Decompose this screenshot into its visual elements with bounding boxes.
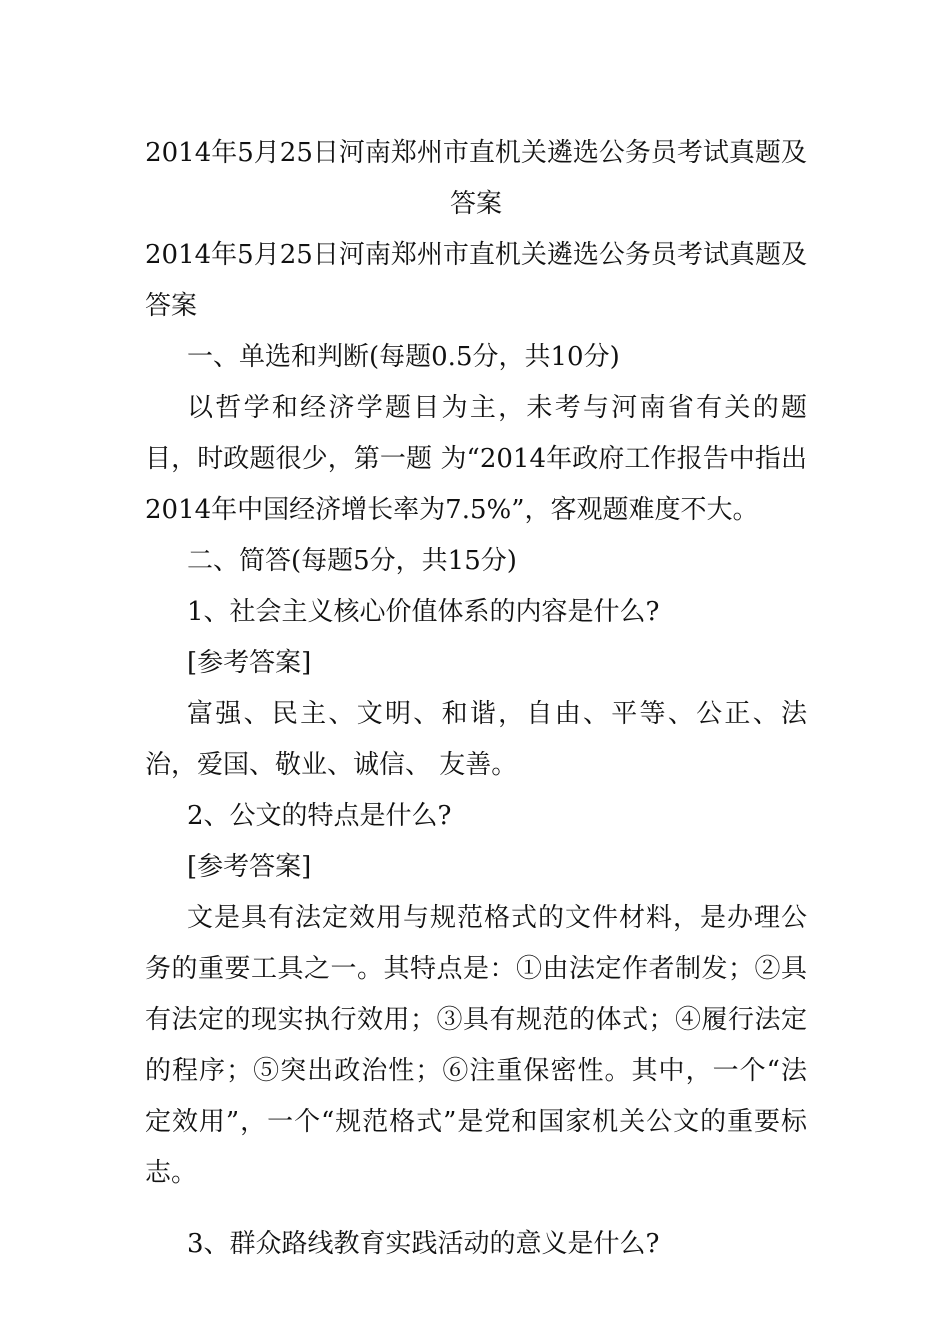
answer-label-2: [参考答案] [187, 852, 312, 882]
document-subtitle: 2014年5月25日河南郑州市直机关遴选公务员考试真题及答案 [145, 240, 807, 321]
section1-body: 以哲学和经济学题目为主，未考与河南省有关的题目，时政题很少，第一题 为“2014年政府工作报告中指出2014年中国经济增长率为7.5%”，客观题难度不大。 [145, 393, 807, 525]
question-3: 3、群众路线教育实践活动的意义是什么? [187, 1229, 660, 1259]
answer-label-1: [参考答案] [187, 648, 312, 678]
document-title: 2014年5月25日河南郑州市直机关遴选公务员考试真题及答案 [145, 138, 807, 219]
answer-2: 文是具有法定效用与规范格式的文件材料，是办理公务的重要工具之一。其特点是：①由法定作者制发；②具有法定的现实执行效用；③具有规范的体式；④履行法定的程序；⑤突出政治性；⑥注重保密性。其中，一个“法定效用”，一个“规范格式”是党和国家机关公文的重要标志。 [145, 903, 807, 1188]
document-page [145, 128, 807, 1270]
section2-heading: 二、简答(每题5分，共15分) [187, 546, 517, 576]
answer-1: 富强、民主、文明、和谐，自由、平等、公正、法治，爱国、敬业、诚信、 友善。 [145, 699, 807, 780]
question-2: 2、公文的特点是什么? [187, 801, 452, 831]
section1-heading: 一、单选和判断(每题0.5分，共10分) [187, 342, 620, 372]
question-1: 1、社会主义核心价值体系的内容是什么? [187, 597, 660, 627]
